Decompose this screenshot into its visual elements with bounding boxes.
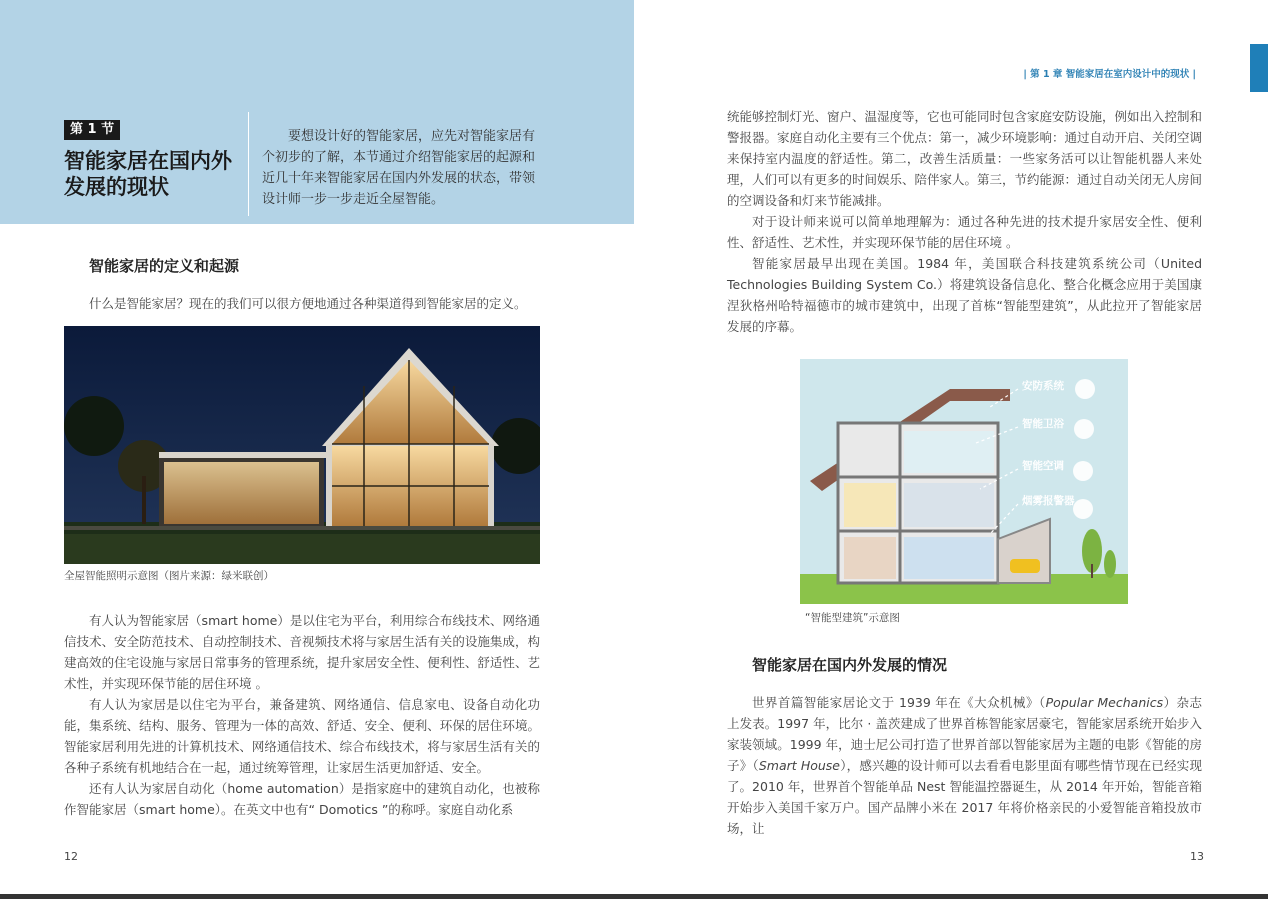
lead-paragraph: 什么是智能家居？现在的我们可以很方便地通过各种渠道得到智能家居的定义。 bbox=[89, 296, 527, 311]
paragraph-designer-view: 对于设计师来说可以简单地理解为：通过各种先进的技术提升家居安全性、便利性、舒适性、艺术性，并实现环保节能的居住环境 。 bbox=[727, 214, 1202, 250]
paragraph-history: 世界首篇智能家居论文于 1939 年在《大众机械》（Popular Mechanics）杂志上发表。1997 年，比尔 · 盖茨建成了世界首栋智能家居豪宅，智能家居系统开始步入家装领域。1999 年，迪士尼公司打造了世界首部以智能家居为主题的电影《智能的房子》（Smart House），感兴趣的设计师可以去看看电影里面有哪些情节现在已经实现了。2010 年，世界首个智能单品 Nest 智能温控器诞生，从 2014 年开始，智能音箱开始步入美国千家万户。国产品牌小米在 2017 年将价格亲民的小爱智能音箱投放市场，让 bbox=[727, 695, 1202, 836]
paragraph-smart-home-2: 有人认为家居是以住宅为平台，兼备建筑、网络通信、信息家电、设备自动化功能，集系统、结构、服务、管理为一体的高效、舒适、安全、便利、环保的居住环境。智能家居利用先进的计算机技术、网络通信技术、综合布线技术，将与家居生活有关的各种子系统有机地结合在一起，通过统筹管理，让家居生活更加舒适、安全。 bbox=[64, 697, 540, 775]
diagram-caption: “智能型建筑”示意图 bbox=[805, 612, 900, 624]
paragraph-smart-home-3: 还有人认为家居自动化（home automation）是指家庭中的建筑自动化，也被称作智能家居（smart home）。在英文中也有“ Domotics ”的称呼。家庭自动化系 bbox=[64, 781, 540, 817]
section-intro: 要想设计好的智能家居，应先对智能家居有个初步的了解，本节通过介绍智能家居的起源和近几十年来智能家居在国内外发展的状态，带领设计师一步一步走近全屋智能。 bbox=[262, 129, 536, 207]
house-illustration bbox=[64, 326, 540, 564]
photo-caption: 全屋智能照明示意图（图片来源：绿米联创） bbox=[64, 570, 274, 582]
svg-text:智能空调: 智能空调 bbox=[1022, 460, 1064, 472]
running-header: | 第 1 章 智能家居在室内设计中的现状 | bbox=[1023, 69, 1196, 80]
definition-paragraphs bbox=[64, 610, 540, 820]
smart-building-illustration bbox=[800, 359, 1128, 604]
paragraph-smart-home-1: 有人认为智能家居（smart home）是以住宅为平台，利用综合布线技术、网络通信技术、安全防范技术、自动控制技术、音视频技术将与家居生活有关的设施集成，构建高效的住宅设施与家居日常事务的管理系统，提升家居安全性、便利性、舒适性、艺术性，并实现环保节能的居住环境 。 bbox=[64, 613, 540, 691]
smart-building-diagram bbox=[800, 359, 1128, 604]
bottom-edge bbox=[0, 894, 1268, 899]
paragraph-origin-usa: 智能家居最早出现在美国。1984 年，美国联合科技建筑系统公司（United Technologies Building System Co.）将建筑设备信息化、整合化概念应用于美国康涅狄格州哈特福德市的城市建筑中，出现了首栋“智能型建筑”，从此拉开了智能家居发展的序幕。 bbox=[727, 256, 1202, 334]
chapter-side-tab bbox=[1250, 44, 1268, 92]
section-title: 智能家居在国内外发展的现状 bbox=[64, 149, 232, 199]
page-number-right: 13 bbox=[1190, 850, 1204, 863]
svg-text:智能卫浴: 智能卫浴 bbox=[1022, 418, 1064, 430]
heading-definition-origin: 智能家居的定义和起源 bbox=[89, 257, 240, 275]
house-lighting-photo bbox=[64, 326, 540, 564]
page-number-left: 12 bbox=[64, 850, 78, 863]
svg-text:烟雾报警器: 烟雾报警器 bbox=[1022, 495, 1075, 507]
right-top-paragraphs bbox=[727, 106, 1202, 337]
header-divider bbox=[248, 112, 249, 216]
section-badge: 第 1 节 bbox=[64, 120, 120, 140]
heading-development: 智能家居在国内外发展的情况 bbox=[752, 656, 948, 674]
svg-text:安防系统: 安防系统 bbox=[1022, 380, 1064, 392]
paragraph-automation-benefits: 统能够控制灯光、窗户、温湿度等，它也可能同时包含家庭安防设施，例如出入控制和警报器。家庭自动化主要有三个优点：第一，减少环境影响：通过自动开启、关闭空调来保持室内温度的舒适性。第二，改善生活质量：一些家务活可以让智能机器人来处理，人们可以有更多的时间娱乐、陪伴家人。第三，节约能源：通过自动关闭无人房间的空调设备和灯来节能减排。 bbox=[727, 109, 1203, 208]
